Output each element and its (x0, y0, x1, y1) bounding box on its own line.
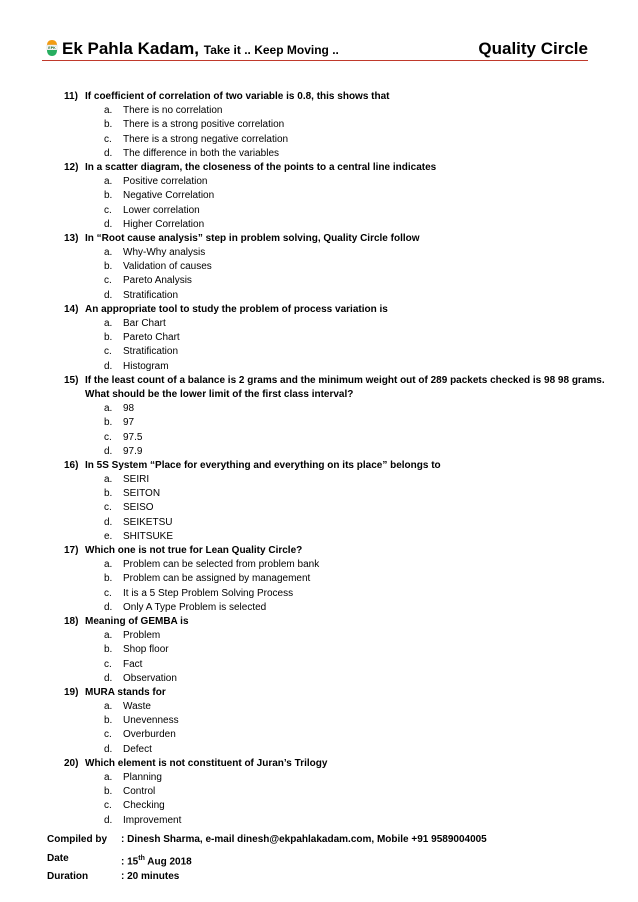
option-letter: d. (104, 445, 113, 457)
option-text: Checking (123, 800, 165, 812)
date-row (0, 852, 638, 871)
question-text: Which element is not constituent of Juran’s Trilogy (85, 757, 328, 769)
option-text: SEITON (123, 488, 161, 500)
option-text: Unevenness (123, 715, 179, 727)
question-number: 16) (64, 459, 79, 471)
answer-option (0, 601, 638, 615)
option-letter: b. (104, 644, 113, 656)
answer-option (0, 672, 638, 686)
option-letter: c. (104, 346, 112, 358)
brand-tagline: Take it .. Keep Moving .. (203, 43, 339, 57)
answer-option (0, 700, 638, 714)
document-footer (0, 833, 638, 889)
option-text: The difference in both the variables (123, 147, 280, 159)
option-letter: d. (104, 814, 113, 826)
question-line (0, 459, 638, 473)
answer-option (0, 204, 638, 218)
date-label: Date (47, 852, 69, 864)
answer-option (0, 345, 638, 359)
answer-option (0, 402, 638, 416)
answer-option (0, 714, 638, 728)
question-number: 18) (64, 615, 79, 627)
answer-option (0, 317, 638, 331)
option-letter: e. (104, 530, 113, 542)
svg-text:EPK: EPK (48, 46, 56, 51)
answer-option (0, 785, 638, 799)
option-letter: b. (104, 190, 113, 202)
duration-label: Duration (47, 871, 89, 882)
question-number: 11) (64, 91, 78, 102)
option-letter: d. (104, 516, 113, 528)
option-letter: b. (104, 488, 113, 500)
question-item (0, 90, 638, 161)
option-letter: c. (104, 275, 112, 287)
option-text: 97 (123, 417, 135, 429)
question-line (0, 544, 638, 558)
option-letter: d. (104, 360, 113, 372)
question-line (0, 757, 638, 771)
question-line (0, 161, 638, 175)
question-item (0, 232, 638, 303)
answer-option (0, 104, 638, 118)
option-text: Why-Why analysis (123, 247, 206, 259)
option-text: Pareto Chart (123, 332, 180, 344)
option-letter: b. (104, 573, 113, 585)
question-number: 15) (64, 374, 79, 386)
option-text: SHITSUKE (123, 530, 174, 542)
question-text: Which one is not true for Lean Quality Circle? (85, 545, 303, 556)
compiled-by-label: Compiled by (47, 834, 108, 845)
option-text: Problem (123, 630, 161, 642)
option-text: Histogram (123, 360, 169, 372)
option-text: Control (123, 786, 156, 798)
option-text: Lower correlation (123, 204, 200, 216)
option-text: 97.9 (123, 445, 143, 457)
document-subject: Quality Circle (478, 39, 588, 58)
question-text: If coefficient of correlation of two variable is 0.8, this shows that (85, 91, 390, 102)
option-text: Pareto Analysis (123, 275, 192, 287)
answer-option (0, 445, 638, 459)
option-text: SEIKETSU (123, 516, 173, 528)
option-letter: b. (104, 417, 113, 429)
option-letter: d. (104, 743, 113, 755)
answer-option (0, 289, 638, 303)
question-item (0, 374, 638, 459)
option-text: There is a strong negative correlation (123, 133, 289, 145)
answer-option (0, 572, 638, 586)
option-text: It is a 5 Step Problem Solving Process (123, 587, 294, 599)
answer-option (0, 587, 638, 601)
answer-option (0, 331, 638, 345)
compiled-by-row (0, 833, 638, 852)
compiled-by-value: : Dinesh Sharma, e-mail dinesh@ekpahlakadam.com, Mobile +91 9589004005 (121, 834, 487, 845)
option-text: Problem can be selected from problem bank (123, 559, 320, 571)
option-letter: a. (104, 474, 113, 486)
answer-option (0, 501, 638, 515)
option-letter: a. (104, 247, 113, 259)
option-text: SEIRI (123, 474, 150, 486)
option-text: Stratification (123, 289, 179, 301)
question-text: In 5S System “Place for everything and everything on its place” belongs to (85, 459, 441, 471)
question-number: 17) (64, 545, 79, 556)
option-letter: d. (104, 672, 113, 684)
question-text: Meaning of GEMBA is (85, 615, 189, 627)
option-letter: c. (104, 658, 112, 670)
answer-option (0, 133, 638, 147)
option-text: 97.5 (123, 431, 143, 443)
question-text: If the least count of a balance is 2 grams and the minimum weight out of 289 packets checked is 98 98 grams. (85, 374, 605, 386)
question-number: 20) (64, 757, 79, 769)
duration-value: : 20 minutes (121, 871, 180, 882)
answer-option (0, 771, 638, 785)
option-text: Problem can be assigned by management (123, 573, 311, 585)
option-letter: a. (104, 403, 113, 415)
option-text: Defect (123, 743, 152, 755)
ek-pahla-kadam-logo-icon (46, 39, 58, 57)
answer-option (0, 218, 638, 232)
answer-option (0, 643, 638, 657)
question-text: In “Root cause analysis” step in problem solving, Quality Circle follow (85, 232, 420, 244)
answer-option (0, 487, 638, 501)
option-letter: a. (104, 701, 113, 713)
answer-option (0, 118, 638, 132)
question-line (0, 388, 638, 402)
question-item (0, 757, 638, 828)
question-line (0, 303, 638, 317)
answer-option (0, 743, 638, 757)
answer-option (0, 274, 638, 288)
option-text: Planning (123, 772, 162, 783)
answer-option (0, 360, 638, 374)
option-text: SEISO (123, 502, 154, 514)
question-line (0, 90, 638, 104)
option-letter: d. (104, 601, 113, 613)
option-letter: b. (104, 119, 113, 131)
question-text: An appropriate tool to study the problem of process variation is (85, 303, 388, 315)
date-prefix: : 15 (121, 855, 139, 867)
question-item (0, 303, 638, 374)
answer-option (0, 175, 638, 189)
answer-option (0, 473, 638, 487)
answer-option (0, 246, 638, 260)
question-number: 19) (64, 686, 79, 698)
date-suffix: Aug 2018 (144, 855, 192, 867)
option-letter: d. (104, 147, 113, 159)
option-text: Higher Correlation (123, 218, 205, 230)
option-letter: d. (104, 289, 113, 301)
option-text: There is a strong positive correlation (123, 119, 285, 131)
answer-option (0, 516, 638, 530)
option-letter: a. (104, 772, 113, 783)
question-text: What should be the lower limit of the first class interval? (85, 388, 354, 400)
page-header (40, 38, 588, 62)
brand-name: Ek Pahla Kadam, (62, 39, 200, 58)
option-letter: c. (104, 502, 112, 514)
duration-row (0, 870, 638, 889)
question-item (0, 544, 638, 615)
option-text: 98 (123, 403, 135, 415)
option-text: Negative Correlation (123, 190, 215, 202)
question-text: MURA stands for (85, 686, 166, 698)
option-letter: a. (104, 176, 113, 188)
option-text: Positive correlation (123, 176, 208, 188)
option-text: There is no correlation (123, 105, 223, 117)
option-text: Observation (123, 672, 177, 684)
option-letter: a. (104, 630, 113, 642)
question-text: In a scatter diagram, the closeness of the points to a central line indicates (85, 161, 437, 173)
option-letter: a. (104, 318, 113, 329)
question-line (0, 686, 638, 700)
answer-option (0, 147, 638, 161)
question-line (0, 374, 638, 388)
question-number: 12) (64, 161, 79, 173)
answer-option (0, 260, 638, 274)
option-letter: b. (104, 332, 113, 344)
question-item (0, 686, 638, 757)
question-item (0, 615, 638, 686)
option-text: Bar Chart (123, 318, 166, 329)
answer-option (0, 629, 638, 643)
option-letter: b. (104, 786, 113, 798)
option-text: Only A Type Problem is selected (123, 601, 267, 613)
answer-option (0, 416, 638, 430)
option-letter: a. (104, 559, 113, 571)
option-letter: c. (104, 587, 112, 599)
option-text: Improvement (123, 814, 182, 826)
option-letter: c. (104, 431, 112, 443)
option-letter: d. (104, 218, 113, 230)
option-letter: a. (104, 105, 113, 117)
answer-option (0, 558, 638, 572)
question-item (0, 161, 638, 232)
option-text: Fact (123, 658, 143, 670)
answer-option (0, 814, 638, 828)
date-ordinal: th (138, 854, 145, 862)
answer-option (0, 658, 638, 672)
option-text: Waste (123, 701, 151, 713)
option-letter: b. (104, 715, 113, 727)
question-list (0, 90, 638, 828)
option-text: Shop floor (123, 644, 169, 656)
option-text: Stratification (123, 346, 179, 358)
option-letter: c. (104, 729, 112, 741)
question-line (0, 615, 638, 629)
option-letter: c. (104, 204, 112, 216)
option-letter: c. (104, 800, 112, 812)
answer-option (0, 431, 638, 445)
answer-option (0, 530, 638, 544)
date-value (121, 852, 192, 869)
question-item (0, 459, 638, 544)
option-text: Overburden (123, 729, 176, 741)
option-letter: c. (104, 133, 112, 145)
question-number: 13) (64, 232, 79, 244)
answer-option (0, 728, 638, 742)
answer-option (0, 189, 638, 203)
answer-option (0, 799, 638, 813)
brand-title (62, 38, 339, 61)
question-number: 14) (64, 303, 79, 315)
header-divider (42, 60, 588, 61)
option-letter: b. (104, 261, 113, 273)
option-text: Validation of causes (123, 261, 212, 273)
question-line (0, 232, 638, 246)
